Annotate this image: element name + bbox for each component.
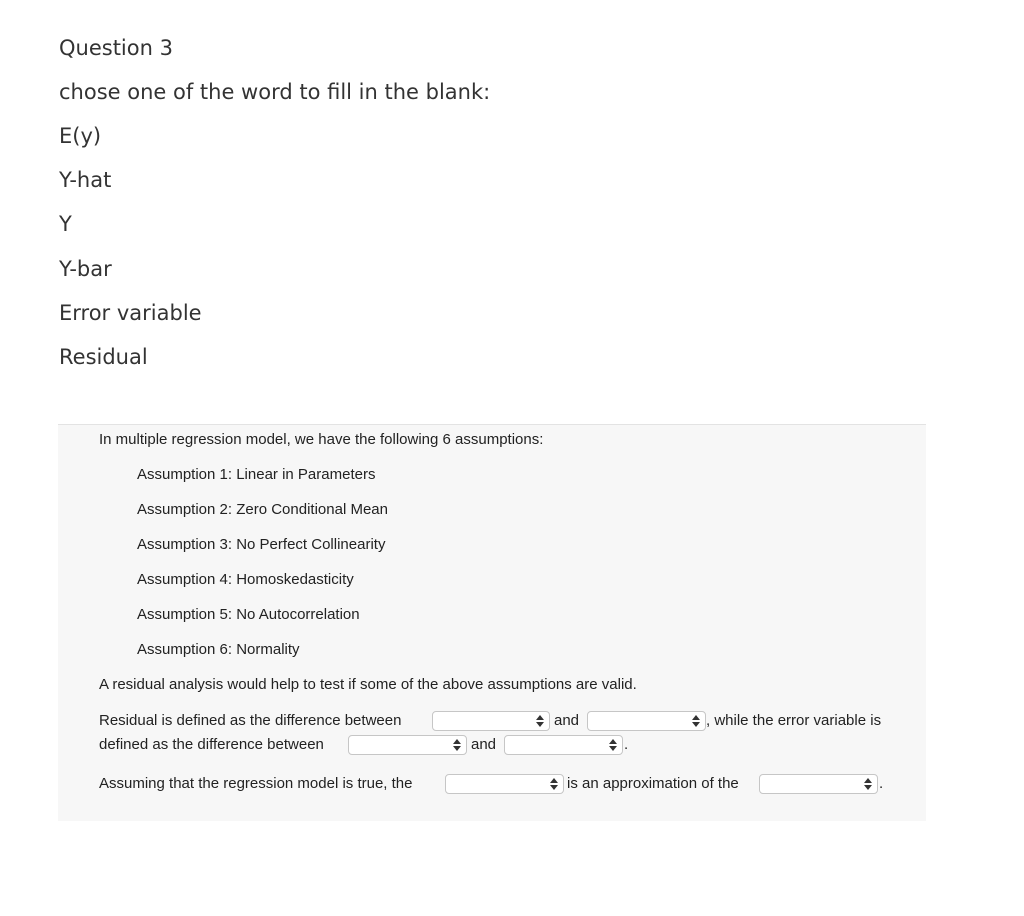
assumption-item: Assumption 5: No Autocorrelation [137, 606, 360, 623]
word-bank-item: Residual [59, 345, 148, 369]
dropdown-3[interactable] [348, 735, 467, 755]
and-text: and [471, 736, 497, 753]
select-arrows-icon [550, 778, 558, 790]
select-arrows-icon [692, 715, 700, 727]
sentence-end: . [879, 775, 884, 792]
word-bank-item: E(y) [59, 124, 102, 148]
sentence1-part2: , while the error variable is [706, 712, 882, 729]
word-bank-item: Error variable [59, 301, 202, 325]
sentence-end: . [624, 736, 629, 753]
assumptions-intro: In multiple regression model, we have the following 6 assumptions: [99, 431, 544, 448]
assumption-item: Assumption 2: Zero Conditional Mean [137, 501, 388, 518]
dropdown-2[interactable] [587, 711, 706, 731]
select-arrows-icon [864, 778, 872, 790]
question-title: Question 3 [59, 36, 173, 60]
sentence2-part2: is an approximation of the [567, 775, 739, 792]
question-panel [58, 424, 926, 821]
word-bank-item: Y [59, 212, 72, 236]
assumption-item: Assumption 1: Linear in Parameters [137, 466, 376, 483]
assumption-item: Assumption 3: No Perfect Collinearity [137, 536, 386, 553]
select-arrows-icon [609, 739, 617, 751]
dropdown-6[interactable] [759, 774, 878, 794]
and-text: and [554, 712, 580, 729]
dropdown-5[interactable] [445, 774, 564, 794]
sentence2-part1: Assuming that the regression model is true, the [99, 775, 413, 792]
select-arrows-icon [453, 739, 461, 751]
dropdown-4[interactable] [504, 735, 623, 755]
instruction-text: chose one of the word to fill in the blank: [59, 80, 491, 104]
sentence1-part1: Residual is defined as the difference between [99, 712, 402, 729]
assumption-item: Assumption 6: Normality [137, 641, 300, 658]
sentence1-part3: defined as the difference between [99, 736, 324, 753]
word-bank-item: Y-hat [59, 168, 112, 192]
select-arrows-icon [536, 715, 544, 727]
assumption-item: Assumption 4: Homoskedasticity [137, 571, 354, 588]
dropdown-1[interactable] [432, 711, 550, 731]
residual-analysis-text: A residual analysis would help to test if some of the above assumptions are valid. [99, 676, 637, 693]
word-bank-item: Y-bar [59, 257, 112, 281]
